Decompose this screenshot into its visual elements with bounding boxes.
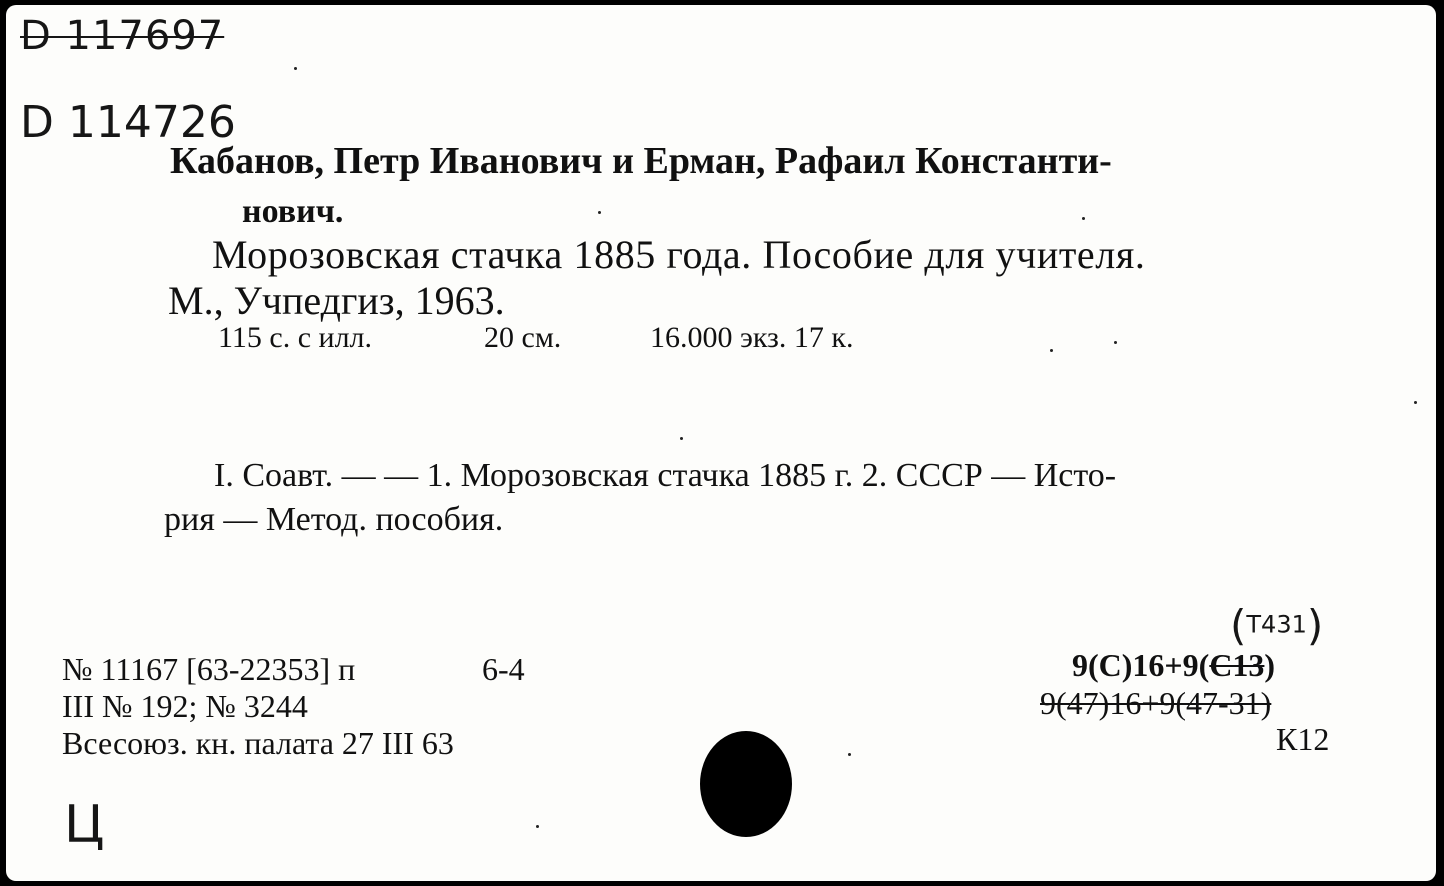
speck	[1114, 341, 1117, 344]
imprint-line-1b: 6-4	[482, 651, 525, 687]
note-open-bracket: (	[1230, 601, 1247, 650]
collation-size: 20 см.	[484, 321, 562, 354]
author-line-1	[170, 139, 1336, 183]
speck	[1082, 217, 1085, 220]
tracing-line-2: рия — Метод. пособия.	[164, 501, 504, 538]
handwritten-mark: Ц	[64, 795, 105, 855]
speck	[536, 825, 539, 828]
cipher-note-text: T431	[1246, 610, 1307, 639]
note-close-bracket: )	[1306, 601, 1324, 650]
catalog-card	[6, 5, 1436, 881]
classification-close: )	[1264, 647, 1276, 683]
title-line-2: М., Учпедгиз, 1963.	[168, 278, 505, 323]
speck	[598, 211, 601, 214]
classification-line-3: К12	[1276, 721, 1330, 757]
imprint-line-2: III № 192; № 3244	[62, 688, 308, 724]
collation-pages: 115 с. с илл.	[218, 321, 373, 354]
classification-struck-code: С13	[1209, 647, 1265, 683]
classification-code: 9(С)16+9(	[1072, 647, 1210, 683]
collation-print-run: 16.000 экз. 17 к.	[650, 321, 854, 354]
classification-note	[1230, 601, 1323, 650]
classification-line-1	[1072, 647, 1275, 684]
imprint-line-1a: № 11167 [63-22353] п	[62, 651, 356, 687]
speck	[294, 67, 297, 70]
new-inventory-number: D 114726	[20, 97, 236, 148]
imprint-line-3: Всесоюз. кн. палата 27 III 63	[62, 725, 454, 761]
speck	[1050, 349, 1053, 352]
old-inventory-number: D 117697	[20, 13, 225, 59]
punch-hole	[700, 731, 792, 837]
speck	[848, 753, 851, 756]
title-line-1: Морозовская стачка 1885 года. Пособие для учителя.	[212, 232, 1146, 277]
author-text: Кабанов, Петр Иванович и Ерман, Рафаил Константи-	[170, 140, 1112, 182]
author-line-2: нович.	[242, 193, 344, 230]
speck	[1414, 401, 1417, 404]
tracing-line-1: I. Соавт. — — 1. Морозовская стачка 1885 г. 2. СССР — Исто-	[214, 457, 1117, 494]
speck	[680, 437, 683, 440]
classification-line-2: 9(47)16+9(47-31)	[1040, 685, 1272, 721]
